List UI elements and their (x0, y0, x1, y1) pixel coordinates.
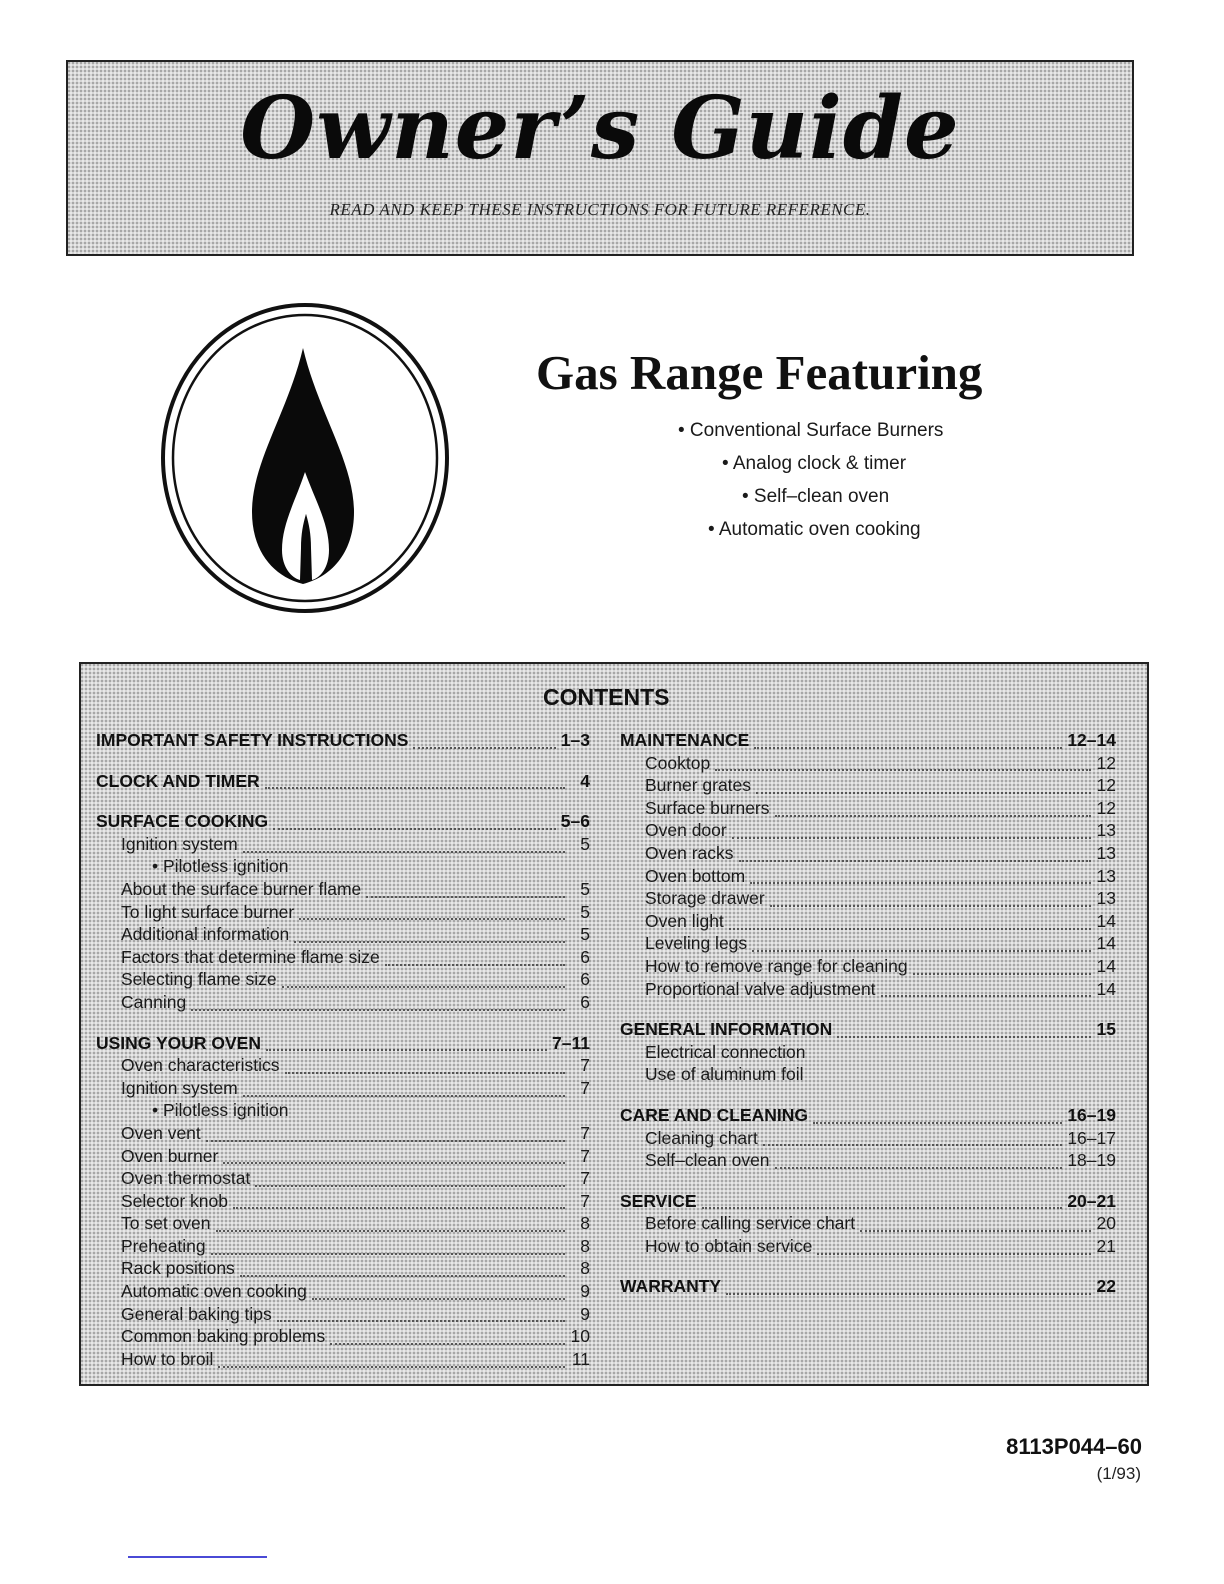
toc-entry-row (96, 1055, 590, 1078)
toc-label: Ignition system (121, 833, 238, 854)
toc-leader-dots (756, 791, 1091, 794)
toc-entry-row (96, 1258, 590, 1281)
toc-entry-row (620, 820, 1116, 843)
toc-entry-row (620, 843, 1116, 866)
toc-label: • Pilotless ignition (152, 856, 289, 877)
toc-leader-dots (913, 972, 1091, 975)
toc-leader-dots (191, 1008, 565, 1011)
toc-leader-dots (726, 1292, 1091, 1295)
toc-entry-row (96, 969, 590, 992)
toc-page-number: 6 (580, 969, 590, 990)
toc-leader-dots (732, 836, 1091, 839)
feature-item: • Automatic oven cooking (708, 519, 921, 540)
toc-page-number: 12–14 (1067, 730, 1116, 750)
toc-leader-dots (273, 827, 556, 830)
toc-leader-dots (763, 1143, 1062, 1146)
toc-label: Selector knob (121, 1190, 229, 1211)
toc-entry-row (96, 1349, 590, 1372)
toc-leader-dots (754, 746, 1062, 749)
toc-page-number: 5 (580, 924, 590, 945)
toc-label: Oven door (645, 820, 727, 841)
toc-page-number: 5 (580, 833, 590, 854)
toc-label: SERVICE (620, 1190, 697, 1211)
toc-leader-dots (752, 949, 1091, 952)
toc-entry-row (96, 992, 590, 1015)
toc-section-row (96, 730, 590, 753)
toc-leader-dots (277, 1319, 565, 1322)
toc-entry-row (620, 1042, 1116, 1065)
toc-leader-dots (266, 1048, 547, 1051)
toc-label: GENERAL INFORMATION (620, 1019, 833, 1040)
feature-item: • Conventional Surface Burners (678, 420, 944, 441)
toc-page-number: 12 (1096, 752, 1116, 773)
document-code: 8113P044–60 (1006, 1434, 1142, 1459)
toc-page-number: 11 (571, 1348, 590, 1369)
toc-leader-dots (216, 1229, 566, 1232)
document-subtitle: READ AND KEEP THESE INSTRUCTIONS FOR FUTURE REFERENCE. (329, 200, 871, 219)
toc-section-row (96, 771, 590, 794)
toc-leader-dots (817, 1252, 1091, 1255)
toc-entry-row (96, 1304, 590, 1327)
toc-page-number: 8 (580, 1258, 590, 1279)
flame-in-circle-icon (160, 302, 450, 614)
toc-page-number: 7 (580, 1145, 590, 1166)
toc-leader-dots (860, 1229, 1091, 1232)
toc-right-column (620, 730, 1116, 1299)
toc-page-number: 13 (1096, 865, 1116, 886)
feature-item: • Analog clock & timer (722, 453, 907, 474)
toc-label: Ignition system (121, 1077, 238, 1098)
toc-label: SURFACE COOKING (96, 811, 269, 832)
toc-page-number: 7 (580, 1077, 590, 1098)
toc-leader-dots (312, 1297, 565, 1300)
toc-entry-row (620, 866, 1116, 889)
toc-page-number: 7–11 (552, 1032, 590, 1053)
toc-leader-dots (702, 1206, 1063, 1209)
toc-page-number: 13 (1096, 820, 1116, 841)
toc-leader-dots (837, 1035, 1091, 1038)
toc-label: Electrical connection (645, 1041, 806, 1062)
toc-leader-dots (218, 1365, 565, 1368)
toc-leader-dots (233, 1206, 565, 1209)
toc-label: CLOCK AND TIMER (96, 770, 260, 791)
toc-label: MAINTENANCE (620, 730, 750, 750)
toc-label: Oven racks (645, 842, 734, 863)
toc-page-number: 8 (580, 1235, 590, 1256)
toc-entry-row (620, 1236, 1116, 1259)
toc-label: About the surface burner flame (121, 878, 362, 899)
toc-entry-row (620, 956, 1116, 979)
toc-entry-row (96, 902, 590, 925)
toc-leader-dots (330, 1342, 565, 1345)
toc-label: CARE AND CLEANING (620, 1104, 808, 1125)
toc-leader-dots (243, 1094, 565, 1097)
toc-label: Automatic oven cooking (121, 1281, 307, 1302)
toc-label: Self–clean oven (645, 1150, 770, 1171)
toc-label: Rack positions (121, 1258, 235, 1279)
toc-label: Additional information (121, 924, 290, 945)
toc-leader-dots (223, 1161, 565, 1164)
toc-entry-row (620, 979, 1116, 1002)
contents-heading: CONTENTS (543, 684, 670, 710)
toc-entry-row (96, 1326, 590, 1349)
toc-leader-dots (285, 1071, 565, 1074)
toc-leader-dots (770, 904, 1091, 907)
toc-section-row (96, 1033, 590, 1056)
toc-label: To set oven (121, 1213, 211, 1234)
toc-label: USING YOUR OVEN (96, 1032, 261, 1053)
toc-entry-row (96, 947, 590, 970)
toc-leader-dots (206, 1139, 565, 1142)
toc-label: How to remove range for cleaning (645, 955, 908, 976)
toc-section-row (96, 811, 590, 834)
toc-entry-row (96, 1078, 590, 1101)
toc-leader-dots (729, 927, 1091, 930)
toc-label: How to broil (121, 1348, 214, 1369)
toc-label: Factors that determine flame size (121, 946, 380, 967)
toc-page-number: 20 (1096, 1213, 1116, 1234)
toc-page-number: 7 (580, 1122, 590, 1143)
toc-page-number: 22 (1096, 1276, 1116, 1297)
toc-label: Canning (121, 991, 187, 1012)
toc-label: Oven characteristics (121, 1055, 280, 1076)
title-banner (66, 60, 1134, 256)
toc-leader-dots (243, 850, 565, 853)
toc-label: Preheating (121, 1235, 206, 1256)
toc-entry-row (96, 1123, 590, 1146)
toc-page-number: 9 (580, 1281, 590, 1302)
toc-leader-dots (775, 1166, 1063, 1169)
toc-entry-row (96, 1100, 590, 1123)
toc-label: Storage drawer (645, 888, 765, 909)
toc-section-row (620, 1276, 1116, 1299)
document-date: (1/93) (1096, 1464, 1141, 1483)
toc-page-number: 5 (580, 878, 590, 899)
toc-leader-dots (775, 814, 1091, 817)
toc-label: IMPORTANT SAFETY INSTRUCTIONS (96, 730, 409, 750)
toc-label: Common baking problems (121, 1326, 326, 1347)
toc-page-number: 14 (1096, 933, 1116, 954)
toc-label: Leveling legs (645, 933, 748, 954)
product-title: Gas Range Featuring (536, 345, 983, 400)
toc-page-number: 5 (580, 901, 590, 922)
toc-entry-row (620, 888, 1116, 911)
toc-page-number: 21 (1096, 1235, 1116, 1256)
toc-page-number: 1–3 (560, 730, 590, 750)
toc-page-number: 12 (1096, 775, 1116, 796)
toc-leader-dots (255, 1184, 565, 1187)
toc-section-row (620, 1105, 1116, 1128)
toc-entry-row (96, 1281, 590, 1304)
toc-label: Cooktop (645, 752, 711, 773)
toc-entry-row (96, 924, 590, 947)
toc-label: Before calling service chart (645, 1213, 856, 1234)
toc-page-number: 16–19 (1067, 1104, 1116, 1125)
toc-entry-row (620, 753, 1116, 776)
toc-page-number: 14 (1096, 955, 1116, 976)
toc-entry-row (96, 856, 590, 879)
toc-leader-dots (366, 895, 565, 898)
feature-item: • Self–clean oven (742, 486, 890, 507)
toc-entry-row (620, 798, 1116, 821)
toc-leader-dots (282, 985, 565, 988)
toc-page-number: 20–21 (1067, 1190, 1116, 1211)
toc-entry-row (620, 1064, 1116, 1087)
toc-label: Proportional valve adjustment (645, 978, 876, 999)
toc-leader-dots (881, 994, 1091, 997)
toc-page-number: 5–6 (560, 811, 590, 832)
toc-page-number: 13 (1096, 842, 1116, 863)
toc-page-number: 9 (580, 1303, 590, 1324)
toc-left-column (96, 730, 590, 1371)
toc-label: General baking tips (121, 1303, 272, 1324)
toc-page-number: 6 (580, 946, 590, 967)
toc-leader-dots (385, 963, 565, 966)
toc-entry-row (96, 834, 590, 857)
toc-entry-row (96, 1236, 590, 1259)
toc-label: How to obtain service (645, 1235, 813, 1256)
toc-label: Surface burners (645, 797, 770, 818)
toc-entry-row (620, 911, 1116, 934)
toc-entry-row (620, 933, 1116, 956)
toc-page-number: 7 (580, 1168, 590, 1189)
toc-page-number: 7 (580, 1190, 590, 1211)
toc-leader-dots (715, 768, 1091, 771)
toc-page-number: 14 (1096, 978, 1116, 999)
toc-page-number: 13 (1096, 888, 1116, 909)
toc-label: Oven light (645, 910, 724, 931)
toc-entry-row (620, 775, 1116, 798)
toc-entry-row (620, 1150, 1116, 1173)
toc-label: Oven vent (121, 1122, 201, 1143)
toc-label: • Pilotless ignition (152, 1100, 289, 1121)
toc-page-number: 7 (580, 1055, 590, 1076)
toc-page-number: 18–19 (1067, 1150, 1116, 1171)
toc-page-number: 16–17 (1067, 1127, 1116, 1148)
toc-leader-dots (413, 746, 555, 749)
toc-leader-dots (265, 786, 565, 789)
toc-entry-row (620, 1128, 1116, 1151)
toc-entry-row (96, 1168, 590, 1191)
toc-entry-row (96, 1213, 590, 1236)
toc-label: Burner grates (645, 775, 752, 796)
toc-page-number: 10 (570, 1326, 590, 1347)
toc-page-number: 12 (1096, 797, 1116, 818)
bottom-rule (128, 1556, 267, 1558)
toc-entry-row (96, 1146, 590, 1169)
toc-page-number: 14 (1096, 910, 1116, 931)
toc-page-number: 6 (580, 991, 590, 1012)
toc-leader-dots (294, 940, 565, 943)
toc-leader-dots (739, 859, 1092, 862)
toc-label: Use of aluminum foil (645, 1064, 804, 1085)
toc-leader-dots (299, 917, 565, 920)
toc-label: To light surface burner (121, 901, 295, 922)
toc-page-number: 4 (580, 770, 590, 791)
toc-label: WARRANTY (620, 1276, 722, 1297)
toc-section-row (620, 730, 1116, 753)
toc-section-row (620, 1191, 1116, 1214)
toc-entry-row (96, 1191, 590, 1214)
toc-page-number: 15 (1096, 1019, 1116, 1040)
toc-leader-dots (211, 1252, 565, 1255)
toc-entry-row (620, 1213, 1116, 1236)
toc-leader-dots (240, 1274, 565, 1277)
toc-label: Oven bottom (645, 865, 746, 886)
toc-leader-dots (813, 1121, 1062, 1124)
toc-page-number: 8 (580, 1213, 590, 1234)
toc-label: Selecting flame size (121, 969, 277, 990)
toc-label: Cleaning chart (645, 1127, 758, 1148)
toc-entry-row (96, 879, 590, 902)
toc-leader-dots (750, 881, 1091, 884)
toc-section-row (620, 1019, 1116, 1042)
toc-label: Oven thermostat (121, 1168, 251, 1189)
toc-label: Oven burner (121, 1145, 219, 1166)
document-title: Owner’s Guide (240, 78, 960, 179)
contents-panel (79, 662, 1149, 1386)
